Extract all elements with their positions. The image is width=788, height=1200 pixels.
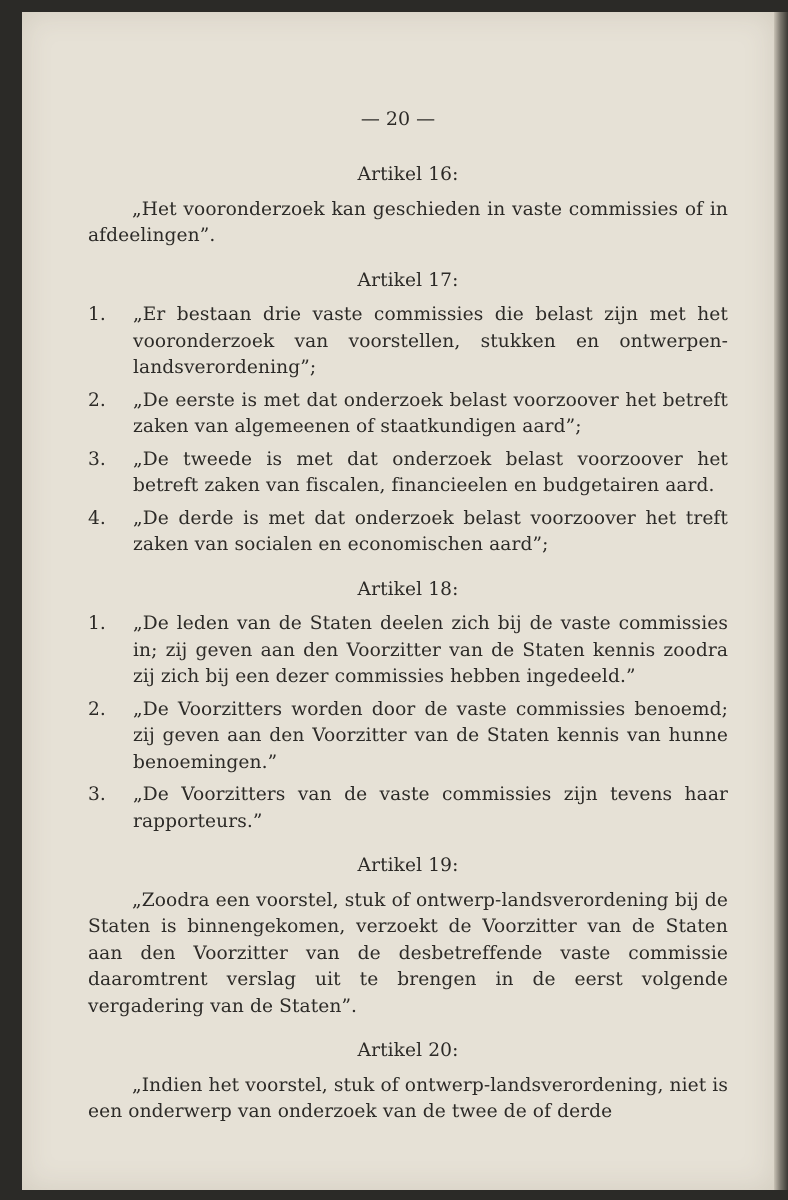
article-heading: Artikel 19: xyxy=(357,855,459,876)
list-item xyxy=(88,506,728,559)
article-heading: Artikel 18: xyxy=(357,578,459,600)
list-item xyxy=(88,611,728,691)
list-item xyxy=(88,697,728,777)
article-item-list xyxy=(88,302,728,559)
item-number: 4. xyxy=(88,507,106,529)
page-number: — 20 — xyxy=(360,108,436,130)
list-item xyxy=(88,302,728,382)
item-text: „De Voorzitters worden door de vaste commissies benoemd; zij geven aan den Voorzitter van de Staten kennis van hunne benoemingen.” xyxy=(133,698,728,773)
item-number: 1. xyxy=(88,304,106,325)
article-heading: Artikel 20: xyxy=(357,1040,459,1061)
page-content xyxy=(88,162,728,1126)
page-edge xyxy=(774,12,788,1190)
article-heading: Artikel 16: xyxy=(357,164,459,185)
item-text: „Er bestaan drie vaste commissies die belast zijn met het vooronderzoek van voorstellen, stukken en ontwerpen-landsverordening”; xyxy=(133,304,728,378)
item-number: 3. xyxy=(88,784,106,805)
article-paragraph: „Indien het voorstel, stuk of ontwerp-landsverordening, niet is een onderwerp van onderzoek van de twee de of derde xyxy=(88,1074,728,1122)
item-number: 3. xyxy=(88,448,106,470)
item-number: 2. xyxy=(88,698,106,720)
item-text: „De leden van de Staten deelen zich bij de vaste commissies in; zij geven aan den Voorzitter van de Staten kennis zoodra zij zich bij een dezer commissies hebben ingedeeld.” xyxy=(133,613,728,687)
item-text: „De derde is met dat onderzoek belast voorzoover het treft zaken van socialen en economischen aard”; xyxy=(133,507,728,555)
item-text: „De tweede is met dat onderzoek belast voorzoover het betreft zaken van fiscalen, financieelen en budgetairen aard. xyxy=(133,448,728,496)
list-item xyxy=(88,388,728,441)
article-paragraph: „Het vooronderzoek kan geschieden in vaste commissies of in afdeelingen”. xyxy=(88,198,728,246)
list-item xyxy=(88,447,728,500)
article-paragraph: „Zoodra een voorstel, stuk of ontwerp-landsverordening bij de Staten is binnengekomen, verzoekt de Voorzitter van de Staten aan den Voorzitter van de desbetreffende vaste commissie daaromtrent verslag uit te brengen in de eerst volgende vergadering van de Staten”. xyxy=(88,889,728,1017)
article-heading: Artikel 17: xyxy=(357,269,459,291)
item-number: 1. xyxy=(88,613,106,634)
document-page xyxy=(22,12,774,1190)
item-text: „De Voorzitters van de vaste commissies zijn tevens haar rapporteurs.” xyxy=(133,784,728,832)
item-number: 2. xyxy=(88,389,106,411)
list-item xyxy=(88,782,728,835)
article-item-list xyxy=(88,611,728,835)
item-text: „De eerste is met dat onderzoek belast voorzoover het betreft zaken van algemeenen of staatkundigen aard”; xyxy=(133,389,728,437)
